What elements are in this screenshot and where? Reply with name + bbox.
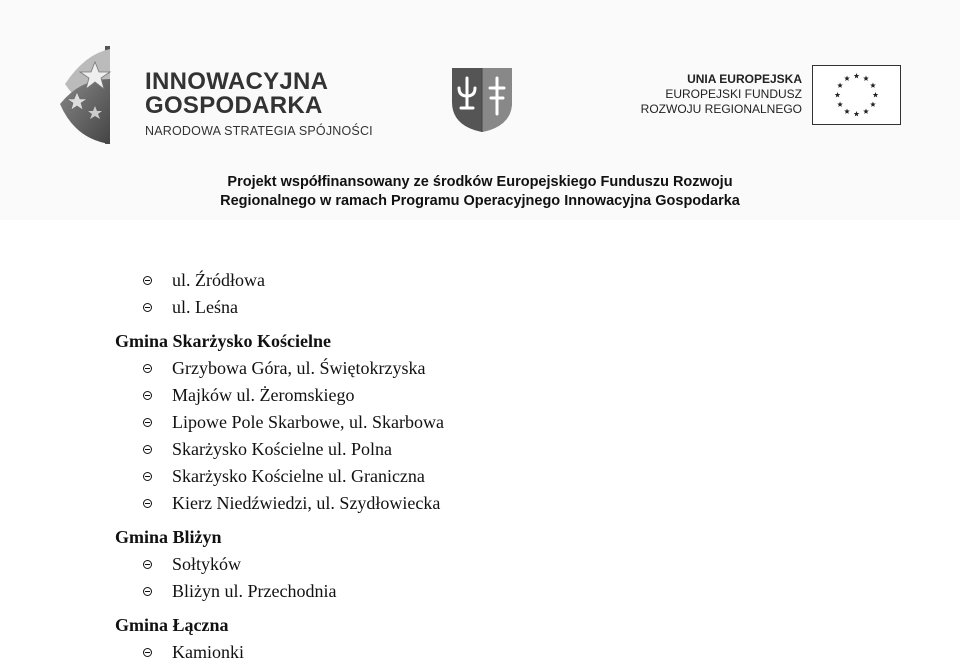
bullet-icon	[143, 499, 152, 508]
list-item: Bliżyn ul. Przechodnia	[172, 581, 337, 601]
bullet-icon	[143, 587, 152, 596]
logo-line-2: GOSPODARKA	[145, 92, 323, 119]
bullet-icon	[143, 364, 152, 373]
bullet-icon	[143, 303, 152, 312]
list-item: Skarżysko Kościelne ul. Polna	[172, 439, 392, 459]
list-item: Skarżysko Kościelne ul. Graniczna	[172, 466, 425, 486]
section-heading: Gmina Bliżyn	[115, 527, 222, 547]
section-heading: Gmina Skarżysko Kościelne	[115, 331, 332, 351]
list-item: Kierz Niedźwiedzi, ul. Szydłowiecka	[172, 493, 441, 513]
bullet-icon	[143, 418, 152, 427]
list-item: Grzybowa Góra, ul. Świętokrzyska	[172, 358, 426, 378]
list-item: Lipowe Pole Skarbowe, ul. Skarbowa	[172, 412, 444, 432]
bullet-icon	[143, 276, 152, 285]
banner-line-1: Projekt współfinansowany ze środków Europejskiego Funduszu Rozwoju	[227, 174, 733, 190]
bullet-icon	[143, 648, 152, 657]
bullet-icon	[143, 391, 152, 400]
section-heading: Gmina Łączna	[115, 615, 229, 635]
eu-line-1: UNIA EUROPEJSKA	[687, 72, 802, 86]
list-item: Sołtyków	[172, 554, 242, 574]
bullet-icon	[143, 472, 152, 481]
list-item: ul. Źródłowa	[172, 270, 265, 290]
bullet-icon	[143, 560, 152, 569]
list-item: Majków ul. Żeromskiego	[172, 385, 355, 405]
eu-line-2: EUROPEJSKI FUNDUSZ	[665, 87, 802, 101]
list-item: Kamionki	[172, 642, 244, 662]
eu-line-3: ROZWOJU REGIONALNEGO	[640, 102, 802, 116]
logo-line-3: NARODOWA STRATEGIA SPÓJNOŚCI	[145, 124, 373, 138]
logo-line-1: INNOWACYJNA	[145, 68, 329, 95]
banner-line-2: Regionalnego w ramach Programu Operacyjnego Innowacyjna Gospodarka	[220, 193, 740, 209]
bullet-icon	[143, 445, 152, 454]
list-item: ul. Leśna	[172, 297, 238, 317]
